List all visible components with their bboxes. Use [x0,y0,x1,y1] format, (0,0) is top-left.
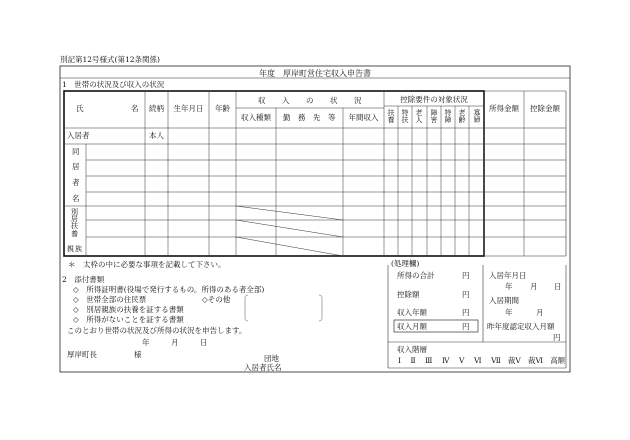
workplace-3: 先 [313,113,321,122]
note: ＊ 太枠の中に必要な事項を記載して下さい。 [68,260,226,269]
col-annual-income: 年間収入 [348,113,379,122]
income-status-1: 収 [258,96,266,105]
dep-5: 親 [67,245,74,253]
dep-2: 居 [71,215,78,223]
grade-label: 収入階層 [397,345,427,354]
row-lines [64,106,566,256]
grade-6: Ⅵ [473,356,482,365]
movein-y: 年 [505,282,513,291]
grade-8: 裁Ⅴ [507,356,521,365]
grade-10: 高額 [550,356,566,365]
attachment-4: ◇ 所得がないことを証する書類 [73,315,184,324]
row-resident: 入居者 [67,131,90,140]
period-y: 年 [505,308,513,317]
col-deduction-amount: 控除金額 [530,104,560,113]
section1-heading: 1 世帯の状況及び収入の状況 [62,80,165,89]
movein-d: 日 [554,282,562,291]
workplace-1: 勤 [283,113,291,122]
applicant-danchi: 団地 [264,354,279,363]
workplace-2: 務 [298,113,306,122]
cohab-2: 居 [72,162,80,171]
ded-col-7: 寡 婦 [473,109,481,125]
recognized-unit: 円 [553,333,561,342]
income-status-5: 況 [354,96,362,105]
addressee-suffix: 様 [134,350,142,359]
dep-4: 養 [71,230,78,238]
addressee: 厚岸町長 [67,350,97,359]
income-status-2: 入 [282,96,290,105]
ded-col-6: 老 齢 [458,109,466,125]
dep-1: 別 [71,208,78,216]
applicant-name: 入居者氏名 [244,363,282,372]
ded-col-5: 特 障 [444,109,452,125]
cohab-3: 者 [72,178,80,187]
attachment-1: ◇ 所得証明書(役場で発行するもの。所得のある者全部) [73,285,265,294]
form-title: 年度 厚岸町営住宅収入申告書 [259,69,371,78]
recognized-income: 昨年度認定収入月額 [487,322,555,331]
grade-7: Ⅶ [491,356,501,365]
declaration: このとおり世帯の状況及び所得の状況を申告します。 [67,326,247,335]
income-annual: 収入年額 [397,308,427,317]
grade-9: 裁Ⅵ [527,356,544,365]
unit-1: 円 [462,271,470,280]
grade-5: Ⅴ [459,356,465,365]
cohab-1: 同 [72,147,80,156]
grade-row [398,357,565,365]
date-year: 年 [142,338,150,347]
attachment-other: ◇その他 [202,295,231,304]
col-name-left: 氏 [76,104,84,113]
col-income-amount: 所得金額 [489,104,519,113]
grade-1: Ⅰ [398,356,401,365]
unit-3: 円 [462,308,470,317]
date-day: 日 [200,338,208,347]
form-ref: 別記第12号様式(第12条関係) [60,55,160,64]
income-status-4: 状 [330,96,338,105]
section2-heading: 2 添付書類 [62,275,105,284]
col-birthdate: 生年月日 [173,104,204,113]
movein-date: 入居年月日 [489,271,527,280]
movein-m: 月 [530,282,538,291]
ded-col-1: 扶 養 [387,109,395,125]
date-month: 月 [171,338,179,347]
col-income-type: 収入種類 [241,113,271,122]
cohab-4: 名 [72,194,80,203]
col-relation: 続柄 [149,104,164,113]
ded-col-4: 障 害 [430,109,438,125]
unit-2: 円 [462,290,470,299]
strike-lines [236,206,343,256]
row-resident-relation: 本人 [149,131,164,140]
period-m: 月 [536,308,544,317]
attachment-3: ◇ 別居親族の扶養を証する書類 [73,305,184,314]
grade-4: Ⅳ [441,356,450,365]
workplace-4: 等 [328,113,336,122]
col-age: 年齢 [215,104,230,113]
grade-3: Ⅲ [425,356,433,365]
deduction-status: 控除要件の対象状況 [400,95,468,104]
grade-2: Ⅱ [410,356,416,365]
dep-3: 扶 [71,222,78,230]
dep-6: 族 [75,245,82,253]
processing-label: (処理欄) [391,259,420,268]
unit-4: 円 [462,322,470,331]
income-status-3: の [306,96,314,105]
attachment-2: ◇ 世帯全部の住民票 [73,295,147,304]
ded-col-2: 特 扶 [401,109,409,125]
col-name-right: 名 [131,104,139,113]
deduction: 控除額 [397,290,420,299]
ded-col-3: 老 人 [415,109,423,125]
income-total: 所得の合計 [397,271,435,280]
income-month: 収入月額 [397,322,427,331]
residence-period: 入居期間 [489,296,519,305]
